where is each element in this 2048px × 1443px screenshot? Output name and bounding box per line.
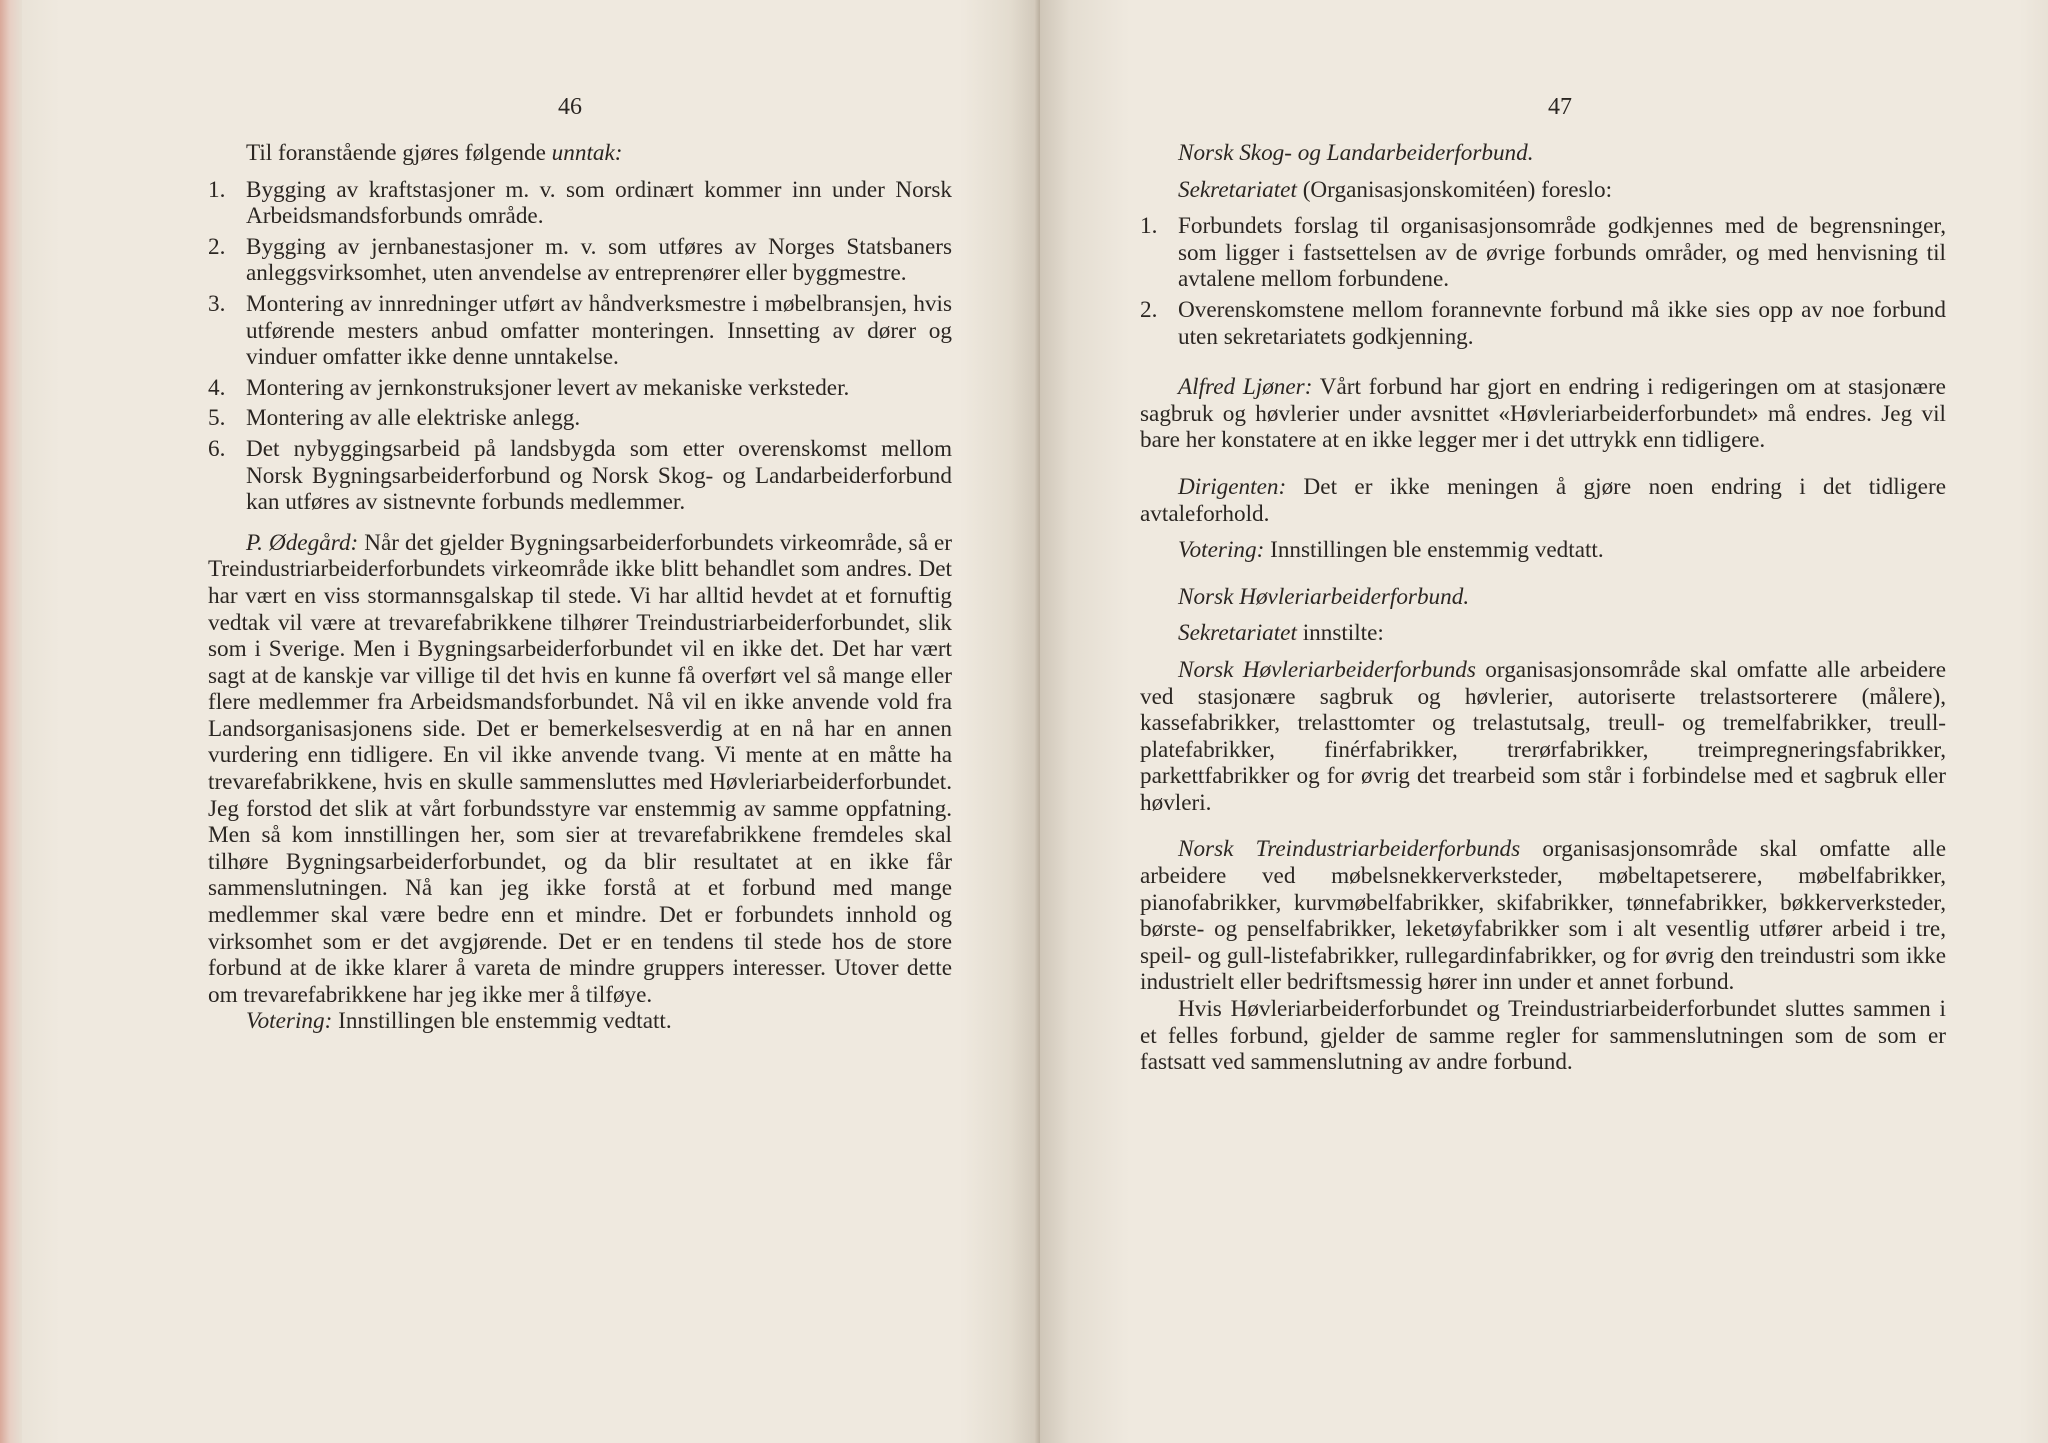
page-number-left: 46 — [558, 94, 582, 120]
page-edge — [0, 0, 22, 1443]
left-page-text — [208, 140, 952, 1035]
list-item: 3. Montering av innredninger utført av håndverksmestre i møbelbransjen, hvis utførende mesters anbud omfatter monteringen. Innsetting av dører og vinduer omfatter ikke denne unntakelse. — [208, 290, 952, 371]
sekretariat-proposal: Sekretariatet (Organisasjonskomitéen) foreslo: — [1178, 176, 1613, 203]
list-item: 4. Montering av jernkonstruksjoner levert av mekaniske verksteder. — [208, 374, 850, 401]
right-page — [1040, 0, 2048, 1443]
list-item: 6. Det nybyggingsarbeid på landsbygda som etter overenskomst mellom Norsk Bygningsarbeiderforbund og Norsk Skog- og Landarbeiderforbund kan utføres av sistnevnte forbunds medlemmer. — [208, 435, 952, 516]
list-item: 1. Forbundets forslag til organisasjonsområde godkjennes med de begrensninger, som ligger i fastsettelsen av de øvrige forbunds områder, og med henvisning til avtalene mellom forbundene. — [1140, 213, 1946, 293]
treindustri-scope: Norsk Treindustriarbeiderforbunds organisasjonsområde skal omfatte alle arbeidere ved møbelsnekkerverksteder, møbeltapetserere, møbelfabrikker, pianofabrikker, kurvmøbelfabrikker, skifabrikker, tønnefabrikker, bøkkerverksteder, børste- og penselfabrikker, leketøyfabrikker som i alt vesentlig utfører arbeid i tre, speil- og gull-listefabrikker, rullegardinfabrikker, og for øvrig den treindustri som ikke industrielt eller bedriftsmessig hører inn under et annet forbund. — [1140, 836, 1946, 996]
hovleri-scope: Norsk Høvleriarbeiderforbunds organisasjonsområde skal omfatte alle arbeidere ved stasjonære sagbruk og høvlerier, autoriserte trelastsorterere (målere), kassefabrikker, trelasttomter og trelastutsalg, treull- og tremelfabrikker, treull-platefabrikker, finérfabrikker, trerørfabrikker, treimpregneringsfabrikker, parkettfabrikker og for øvrig det trearbeid som står i forbindelse med et sagbruk eller høvleri. — [1140, 656, 1947, 816]
speech-ljoner: Alfred Ljøner: Vårt forbund har gjort en endring i redigeringen om at stasjonære sagbruk og høvlerier under avsnittet «Høvleriarbeiderforbundet» må endres. Jeg vil bare her konstatere at en ikke legger mer i det uttrykk enn tidligere. — [1140, 374, 1946, 454]
right-page-text — [1140, 140, 1946, 1076]
list-item: 1. Bygging av kraftstasjoner m. v. som ordinært kommer inn under Norsk Arbeidsmandsforbunds område. — [208, 176, 952, 230]
section-heading: Norsk Høvleriarbeiderforbund. — [1178, 583, 1470, 610]
sekretariat-recommendation: Sekretariatet innstilte: — [1178, 620, 1384, 647]
list-item: 2. Overenskomstene mellom forannevnte forbund må ikke sies opp av noe forbund uten sekretariatets godkjenning. — [1140, 296, 1946, 350]
vote-right: Votering: Innstillingen ble enstemmig vedtatt. — [1178, 537, 1604, 564]
section-heading: Norsk Skog- og Landarbeiderforbund. — [1178, 140, 1534, 166]
exceptions-intro: Til foranstående gjøres følgende unntak: — [246, 140, 623, 166]
speech-odegard: P. Ødegård: Når det gjelder Bygningsarbeiderforbundets virkeområde, så er Treindustriarbeiderforbundets virkeområde ikke blitt behandlet som andres. Det har vært en viss stormannsgalskap til stede. Vi har alltid hevdet at et fornuftig vedtak vil være at trevarefabrikkene tilhører Treindustriarbeiderforbundet, slik som i Sverige. Men i Bygningsarbeiderforbundet vil en ikke det. Det har vært sagt at de kanskje var villige til det hvis en kunne få overført vel så mange eller flere medlemmer fra Arbeidsmandsforbundet. Nå vil en ikke anvende vold fra Landsorganisasjonens side. Det er bemerkelsesverdig at en nå har en annen vurdering enn tidligere. En vil ikke anvende tvang. Vi mente at en måtte ha trevarefabrikkene, hvis en skulle sammensluttes med Høvleriarbeiderforbundet. Jeg forstod det slik at vårt forbundsstyre var enstemmig av samme oppfatning. Men så kom innstillingen her, som sier at trevarefabrikkene fremdeles skal tilhøre Bygningsarbeiderforbundet, og da blir resultatet at en ikke får sammenslutningen. Nå kan jeg ikke forstå at et forbund med mange medlemmer skal være bedre enn et mindre. Det er forbundets innhold og virksomhet som er det avgjørende. Det er en tendens til stede hos de store forbund at de ikke klarer å vareta de mindre gruppers interesser. Utover dette om trevarefabrikkene har jeg ikke mer å tilføye. — [208, 529, 952, 1008]
merger-rule: Hvis Høvleriarbeiderforbundet og Treindustriarbeiderforbundet sluttes sammen i et felles forbund, gjelder de samme regler for sammenslutningen som de som er fastsatt ved sammenslutning av andre forbund. — [1140, 996, 1946, 1076]
list-item: 2. Bygging av jernbanestasjoner m. v. som utføres av Norges Statsbaners anleggsvirksomhet, uten anvendelse av entreprenører eller byggmestre. — [208, 233, 952, 287]
speech-dirigent: Dirigenten: Det er ikke meningen å gjøre noen endring i det tidligere avtaleforhold. — [1140, 473, 1946, 527]
vote-left: Votering: Innstillingen ble enstemmig vedtatt. — [246, 1008, 672, 1035]
list-item: 5. Montering av alle elektriske anlegg. — [208, 405, 581, 432]
page-number-right: 47 — [1548, 94, 1572, 120]
